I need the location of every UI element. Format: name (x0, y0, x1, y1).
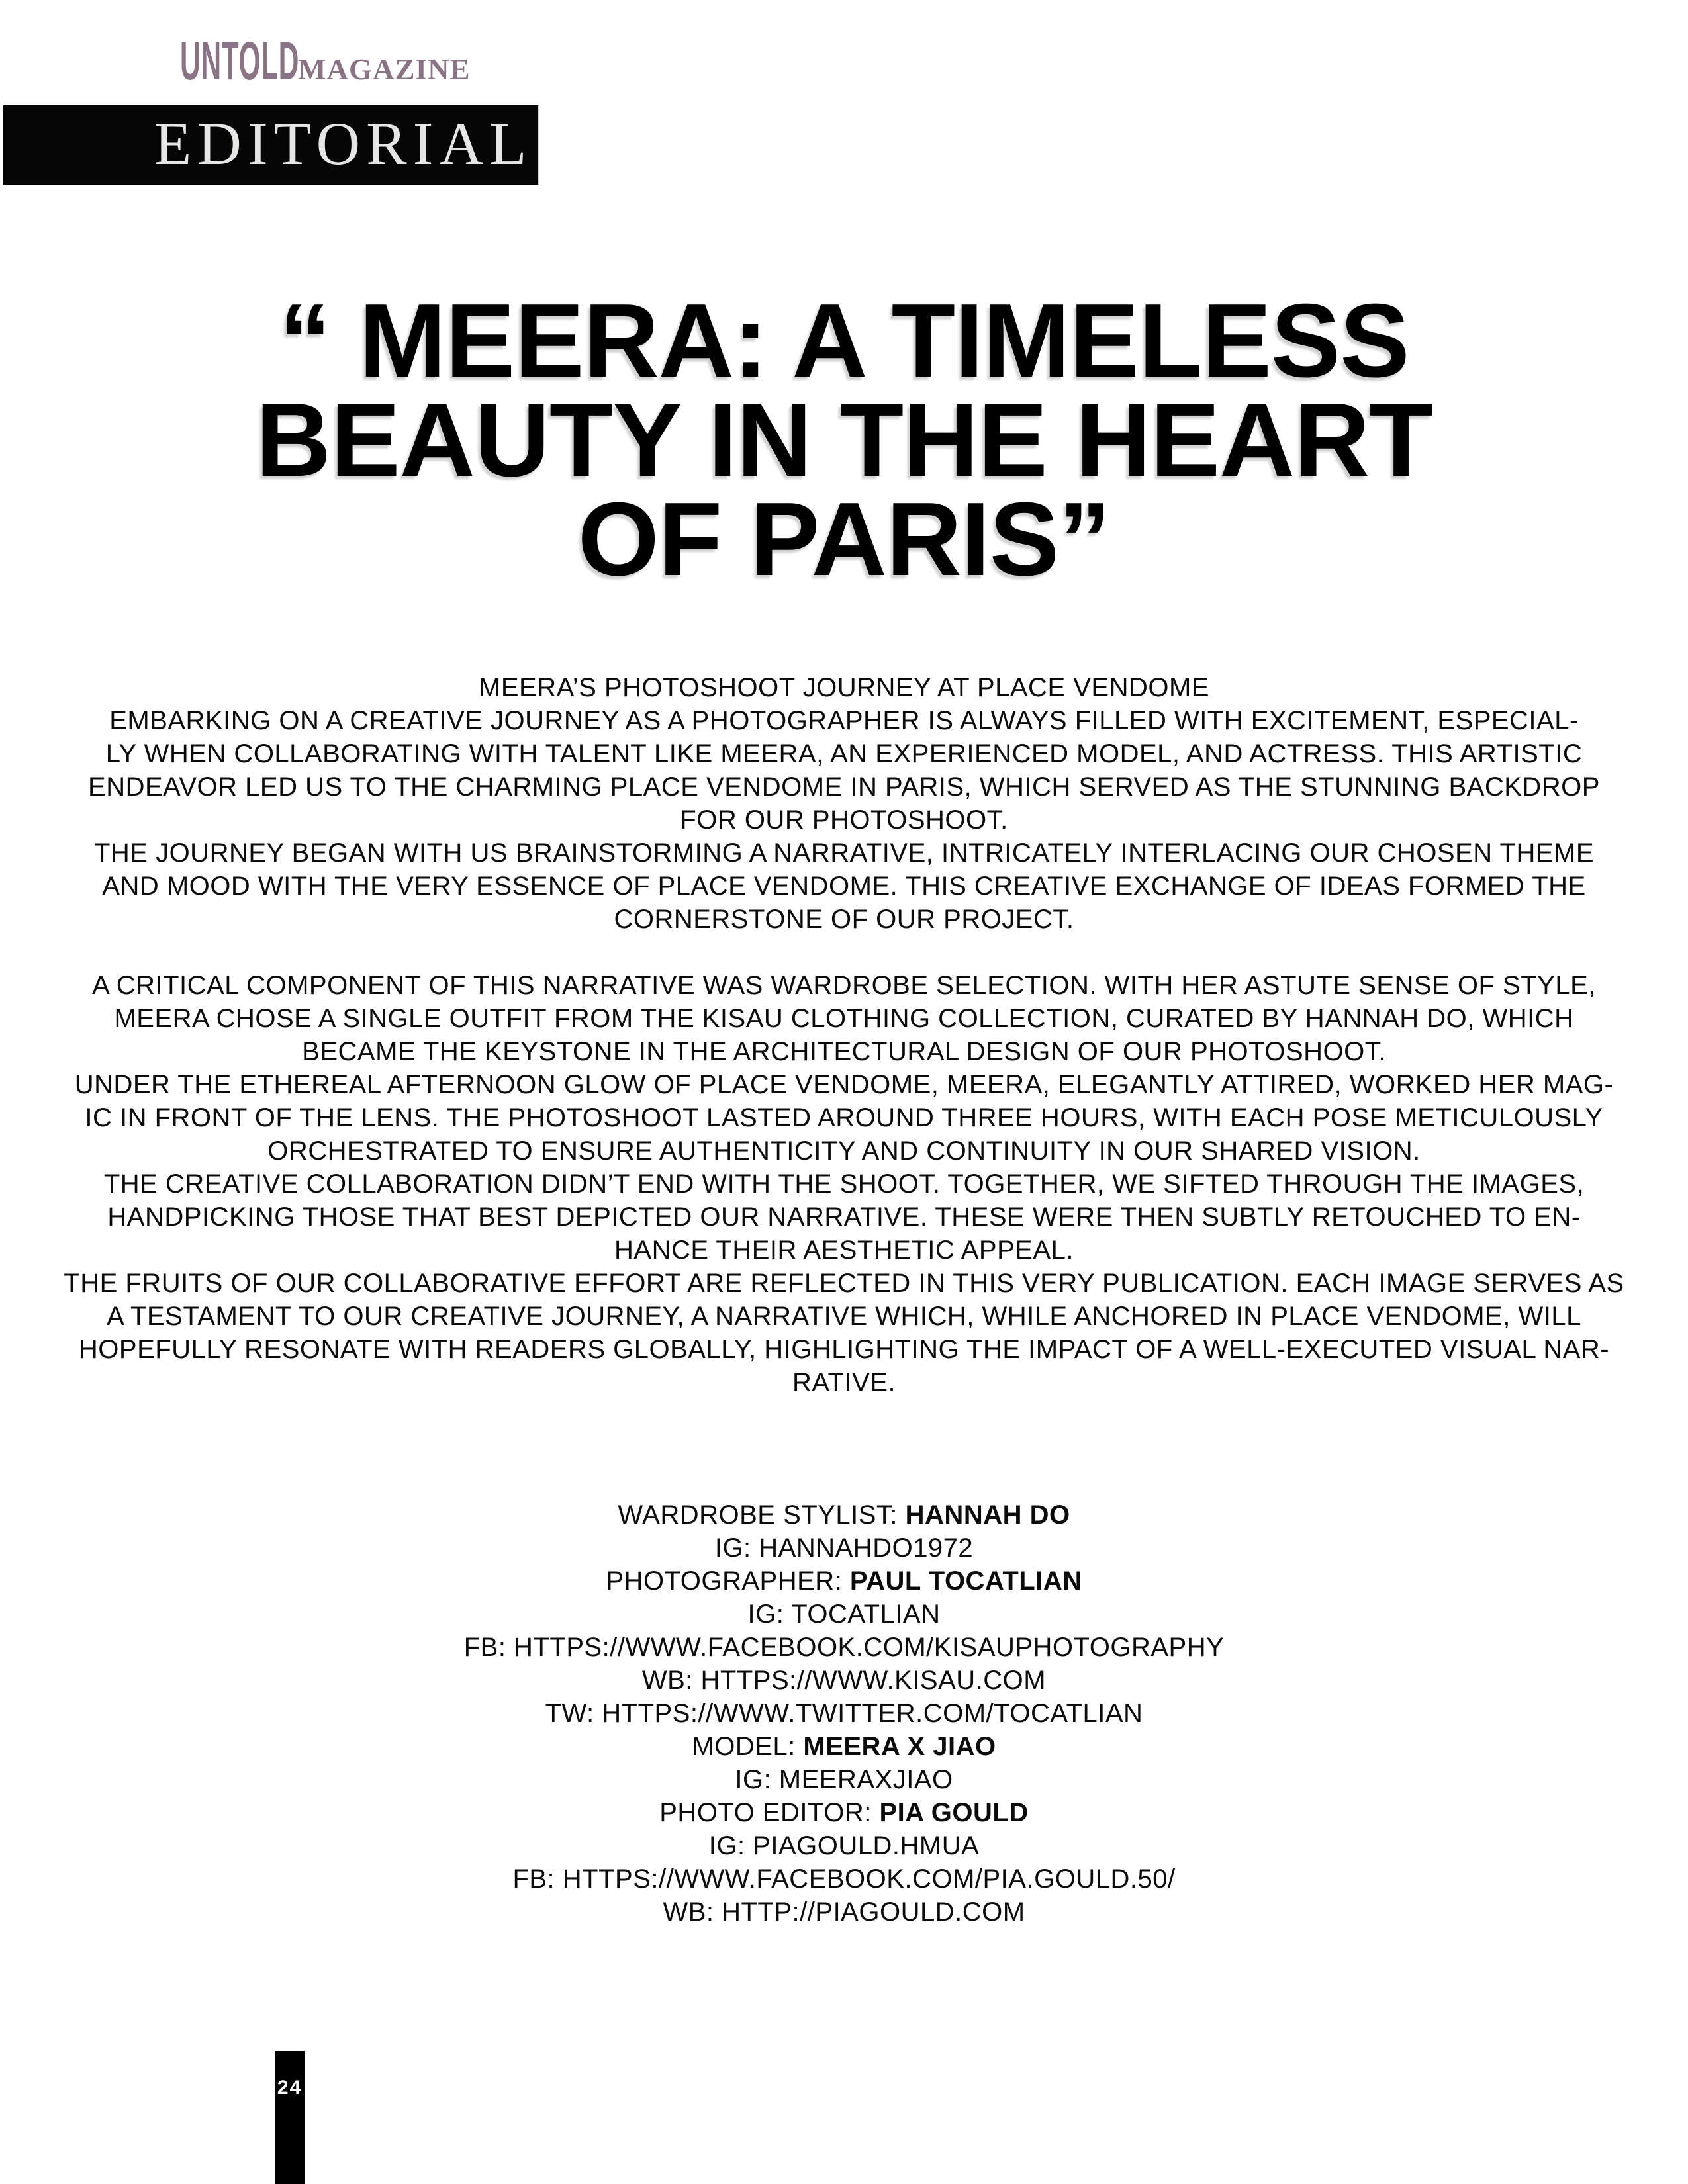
body-line: ENDEAVOR LED US TO THE CHARMING PLACE VENDOME IN PARIS, WHICH SERVED AS THE STUNNING BACKDROP (88, 772, 1600, 801)
credit-line (0, 1631, 1688, 1664)
body-line: MEERA’S PHOTOSHOOT JOURNEY AT PLACE VENDOME (479, 673, 1209, 702)
body-line: FOR OUR PHOTOSHOOT. (680, 805, 1008, 835)
credit-label: WB: HTTPS://WWW.KISAU.COM (641, 1666, 1047, 1695)
body-line: IC IN FRONT OF THE LENS. THE PHOTOSHOOT LASTED AROUND THREE HOURS, WITH EACH POSE METICULOUSLY (85, 1103, 1603, 1132)
headline-line: OF PARIS” (577, 481, 1111, 598)
body-line: EMBARKING ON A CREATIVE JOURNEY AS A PHOTOGRAPHER IS ALWAYS FILLED WITH EXCITEMENT, ESPECIAL- (109, 706, 1579, 735)
credit-line (0, 1531, 1688, 1565)
body-line: AND MOOD WITH THE VERY ESSENCE OF PLACE VENDOME. THIS CREATIVE EXCHANGE OF IDEAS FORMED THE (102, 872, 1586, 901)
body-line: THE CREATIVE COLLABORATION DIDN’T END WITH THE SHOOT. TOGETHER, WE SIFTED THROUGH THE IMAGES, (103, 1169, 1585, 1199)
credit-label: WB: HTTP://PIAGOULD.COM (663, 1897, 1025, 1927)
credit-line (0, 1498, 1688, 1531)
credits-block (0, 1498, 1688, 1929)
credit-label: IG: MEERAXJIAO (735, 1765, 953, 1794)
body-line: HOPEFULLY RESONATE WITH READERS GLOBALLY, HIGHLIGHTING THE IMPACT OF A WELL-EXECUTED VISUAL NAR- (78, 1335, 1610, 1364)
credit-line (0, 1598, 1688, 1631)
body-line: ORCHESTRATED TO ENSURE AUTHENTICITY AND CONTINUITY IN OUR SHARED VISION. (267, 1136, 1421, 1165)
credit-label: PHOTOGRAPHER: (606, 1567, 850, 1596)
body-line: CORNERSTONE OF OUR PROJECT. (614, 905, 1074, 934)
editorial-banner (3, 105, 539, 185)
body-line: RATIVE. (792, 1368, 896, 1397)
page-number: 24 (277, 2077, 303, 2099)
paragraph-gap (0, 936, 1688, 969)
editorial-banner-label: EDITORIAL (154, 110, 533, 178)
body-line: LY WHEN COLLABORATING WITH TALENT LIKE MEERA, AN EXPERIENCED MODEL, AND ACTRESS. THIS ARTISTIC (105, 739, 1583, 768)
credit-label: FB: HTTPS://WWW.FACEBOOK.COM/PIA.GOULD.50/ (512, 1864, 1176, 1893)
credit-label: FB: HTTPS://WWW.FACEBOOK.COM/KISAUPHOTOGRAPHY (463, 1633, 1225, 1662)
body-line: UNDER THE ETHEREAL AFTERNOON GLOW OF PLACE VENDOME, MEERA, ELEGANTLY ATTIRED, WORKED HER MAG- (74, 1070, 1614, 1099)
credit-label: TW: HTTPS://WWW.TWITTER.COM/TOCATLIAN (545, 1699, 1143, 1728)
body-line: A CRITICAL COMPONENT OF THIS NARRATIVE WAS WARDROBE SELECTION. WITH HER ASTUTE SENSE OF STYLE, (92, 971, 1596, 1000)
body-paragraph-1 (0, 671, 1688, 936)
credit-name: PAUL TOCATLIAN (849, 1567, 1082, 1596)
credit-line (0, 1763, 1688, 1796)
credit-line (0, 1796, 1688, 1829)
credit-line (0, 1730, 1688, 1763)
body-line: THE JOURNEY BEGAN WITH US BRAINSTORMING A NARRATIVE, INTRICATELY INTERLACING OUR CHOSEN THEME (93, 839, 1595, 868)
credit-name: PIA GOULD (879, 1798, 1029, 1827)
credit-label: IG: PIAGOULD.HMUA (708, 1831, 980, 1860)
credit-line (0, 1829, 1688, 1862)
credit-name: HANNAH DO (905, 1500, 1070, 1529)
credit-label: MODEL: (692, 1732, 804, 1761)
article-headline (0, 283, 1688, 598)
magazine-logo-suffix: MAGAZINE (298, 53, 471, 86)
magazine-logo: UNTOLD (180, 31, 299, 91)
credit-line (0, 1697, 1688, 1730)
credit-line (0, 1862, 1688, 1895)
credit-label: IG: TOCATLIAN (747, 1600, 941, 1629)
headline-line: “ MEERA: A TIMELESS (279, 283, 1409, 399)
body-paragraph-2 (0, 969, 1688, 1399)
body-line: A TESTAMENT TO OUR CREATIVE JOURNEY, A NARRATIVE WHICH, WHILE ANCHORED IN PLACE VENDOME, WILL (107, 1302, 1581, 1331)
headline-line: BEAUTY IN THE HEART (256, 382, 1432, 498)
body-line: BECAME THE KEYSTONE IN THE ARCHITECTURAL DESIGN OF OUR PHOTOSHOOT. (302, 1037, 1386, 1066)
body-line: THE FRUITS OF OUR COLLABORATIVE EFFORT ARE REFLECTED IN THIS VERY PUBLICATION. EACH IMAGE SERVES AS (64, 1269, 1624, 1298)
credit-line (0, 1895, 1688, 1929)
body-line: HANCE THEIR AESTHETIC APPEAL. (614, 1236, 1074, 1265)
masthead (180, 31, 471, 91)
credit-label: IG: HANNAHDO1972 (714, 1533, 974, 1563)
credit-label: WARDROBE STYLIST: (618, 1500, 906, 1529)
article-body (0, 671, 1688, 1399)
body-line: HANDPICKING THOSE THAT BEST DEPICTED OUR NARRATIVE. THESE WERE THEN SUBTLY RETOUCHED TO EN- (107, 1203, 1581, 1232)
page-number-bar (275, 2051, 305, 2184)
body-line: MEERA CHOSE A SINGLE OUTFIT FROM THE KISAU CLOTHING COLLECTION, CURATED BY HANNAH DO, WHICH (114, 1004, 1574, 1033)
credit-line (0, 1565, 1688, 1598)
credit-name: MEERA X JIAO (803, 1732, 996, 1761)
credit-label: PHOTO EDITOR: (659, 1798, 880, 1827)
credit-line (0, 1664, 1688, 1697)
